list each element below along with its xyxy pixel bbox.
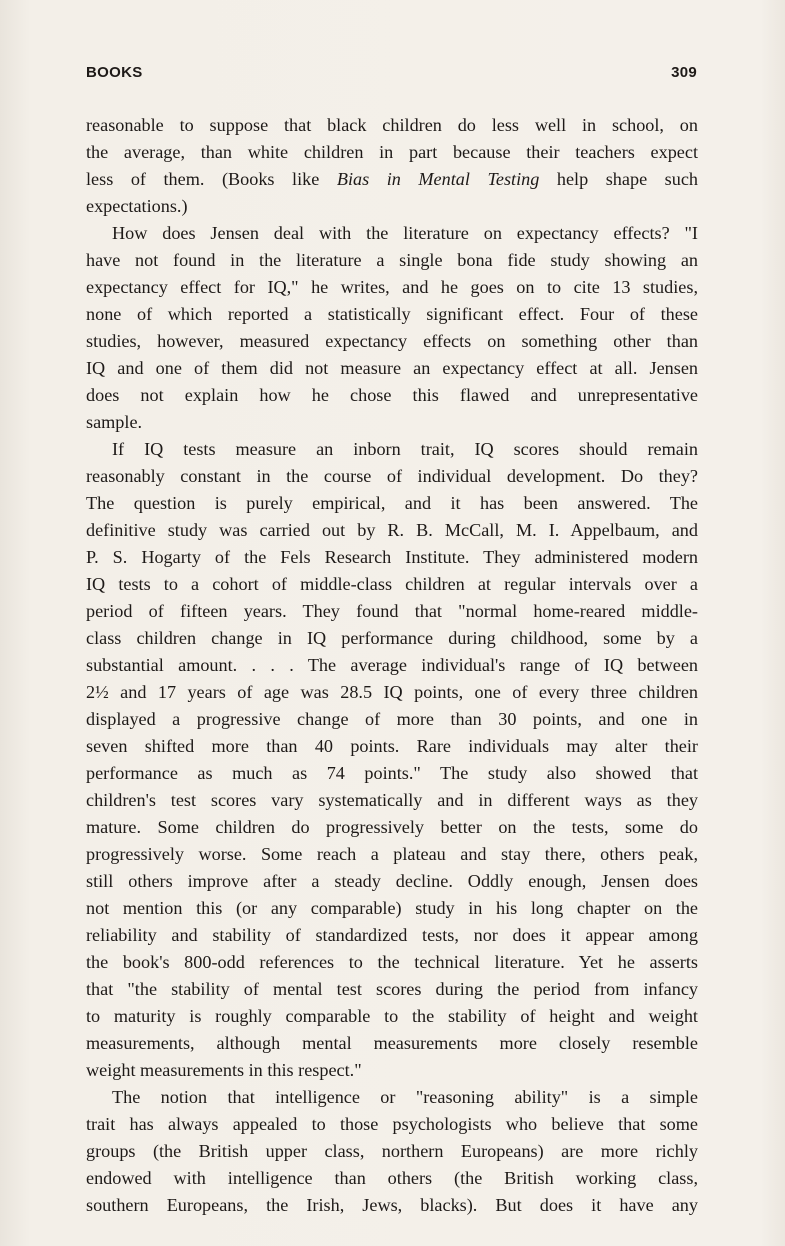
text-line: definitive study was carried out by R. B. McCall, M. I. Appelbaum, and: [86, 520, 698, 540]
text-line: 2½ and 17 years of age was 28.5 IQ points, one of every three children: [86, 682, 698, 702]
text-line: does not explain how he chose this flawed and unrepresentative: [86, 385, 698, 405]
text-line: endowed with intelligence than others (the British working class,: [86, 1168, 698, 1188]
text-line: performance as much as 74 points." The study also showed that: [86, 763, 698, 783]
text-line: substantial amount. . . . The average individual's range of IQ between: [86, 655, 698, 675]
text-line-end: help shape such: [539, 169, 699, 189]
text-line: reasonably constant in the course of individual development. Do they?: [86, 466, 698, 486]
text-line: reasonable to suppose that black children do less well in school, on: [86, 115, 698, 135]
text-line: period of fifteen years. They found that "normal home-reared middle-: [86, 601, 698, 621]
text-line: none of which reported a statistically significant effect. Four of these: [86, 304, 698, 324]
text-line: the book's 800-odd references to the technical literature. Yet he asserts: [86, 952, 698, 972]
text-line: IQ and one of them did not measure an expectancy effect at all. Jensen: [86, 358, 698, 378]
running-head: BOOKS: [86, 64, 143, 81]
paragraph-4: [86, 1084, 698, 1219]
text-line: southern Europeans, the Irish, Jews, blacks). But does it have any: [86, 1195, 698, 1215]
text-line: studies, however, measured expectancy effects on something other than: [86, 331, 698, 351]
text-line: class children change in IQ performance during childhood, some by a: [86, 628, 698, 648]
text-line: measurements, although mental measurements more closely resemble: [86, 1033, 698, 1053]
text-line: The question is purely empirical, and it has been answered. The: [86, 493, 698, 513]
page-number: 309: [671, 64, 697, 81]
text-line: IQ tests to a cohort of middle-class children at regular intervals over a: [86, 574, 698, 594]
text-line: expectancy effect for IQ," he writes, and he goes on to cite 13 studies,: [86, 277, 698, 297]
text-line: If IQ tests measure an inborn trait, IQ scores should remain: [112, 439, 698, 459]
text-line: the average, than white children in part because their teachers expect: [86, 142, 698, 162]
text-line: P. S. Hogarty of the Fels Research Institute. They administered modern: [86, 547, 698, 567]
text-line: progressively worse. Some reach a plateau and stay there, others peak,: [86, 844, 698, 864]
text-line: seven shifted more than 40 points. Rare individuals may alter their: [86, 736, 698, 756]
paragraph-2: [86, 220, 698, 436]
book-title: Bias in Mental Testing: [336, 169, 540, 189]
text-line: [86, 166, 698, 193]
text-line: not mention this (or any comparable) study in his long chapter on the: [86, 898, 698, 918]
text-line: children's test scores vary systematically and in different ways as they: [86, 790, 698, 810]
text-line: have not found in the literature a single bona fide study showing an: [86, 250, 698, 270]
paragraph-3: [86, 436, 698, 1084]
paragraph-1: [86, 112, 698, 220]
body-text: [86, 112, 698, 1219]
text-line: reliability and stability of standardized tests, nor does it appear among: [86, 925, 698, 945]
text-line: mature. Some children do progressively better on the tests, some do: [86, 817, 698, 837]
text-line: sample.: [86, 412, 143, 432]
page-header: [86, 64, 697, 84]
text-line: that "the stability of mental test scores during the period from infancy: [86, 979, 698, 999]
text-line: The notion that intelligence or "reasoning ability" is a simple: [112, 1087, 698, 1107]
text-line-start: less of them. (Books like: [86, 169, 337, 189]
text-line: trait has always appealed to those psychologists who believe that some: [86, 1114, 698, 1134]
text-line: displayed a progressive change of more than 30 points, and one in: [86, 709, 698, 729]
text-line: still others improve after a steady decline. Oddly enough, Jensen does: [86, 871, 698, 891]
text-line: How does Jensen deal with the literature on expectancy effects? "I: [112, 223, 698, 243]
text-line: groups (the British upper class, northern Europeans) are more richly: [86, 1141, 698, 1161]
text-line: expectations.): [86, 196, 188, 216]
text-line: weight measurements in this respect.": [86, 1060, 362, 1080]
text-line: to maturity is roughly comparable to the stability of height and weight: [86, 1006, 698, 1026]
